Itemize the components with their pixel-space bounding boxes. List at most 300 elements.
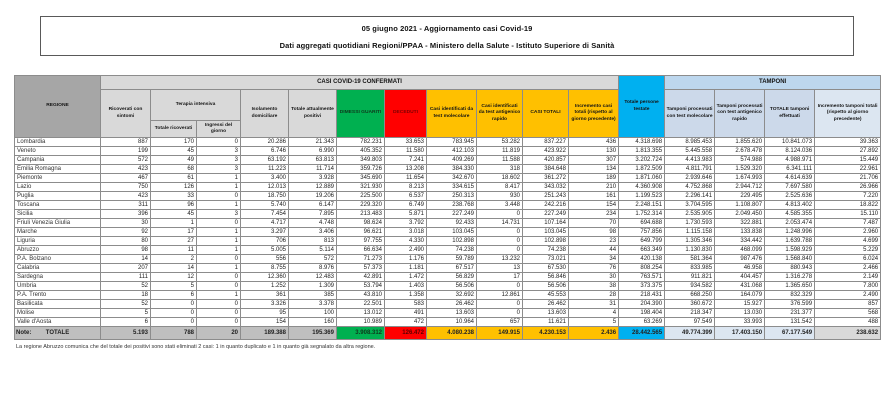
value-cell: 0 <box>197 138 241 147</box>
value-cell: 1 <box>197 291 241 300</box>
value-cell: 750 <box>101 183 151 192</box>
value-cell: 102.898 <box>427 237 477 246</box>
value-cell: 0 <box>477 300 523 309</box>
value-cell: 3 <box>197 156 241 165</box>
value-cell: 1 <box>197 246 241 255</box>
value-cell: 4.717 <box>241 219 289 228</box>
table-row <box>15 183 881 192</box>
table-row <box>15 255 881 264</box>
value-cell: 4.748 <box>289 219 337 228</box>
value-cell: 23 <box>569 237 619 246</box>
value-cell: 1.674.993 <box>715 174 765 183</box>
value-cell: 1.639.788 <box>765 237 815 246</box>
region-name: Abruzzo <box>15 246 101 255</box>
value-cell: 189 <box>569 174 619 183</box>
value-cell: 663.349 <box>619 246 665 255</box>
value-cell: 1.813.355 <box>619 147 665 156</box>
value-cell: 911.821 <box>665 273 715 282</box>
value-cell: 987.476 <box>715 255 765 264</box>
value-cell: 1.248.996 <box>765 228 815 237</box>
value-cell: 2.944.712 <box>715 183 765 192</box>
value-cell: 11.580 <box>385 147 427 156</box>
value-cell: 13.012 <box>337 309 385 318</box>
value-cell: 28 <box>569 291 619 300</box>
value-cell: 4.318.698 <box>619 138 665 147</box>
value-cell: 934.582 <box>665 282 715 291</box>
region-name: Campania <box>15 156 101 165</box>
total-value-cell: 238.632 <box>815 327 881 340</box>
value-cell: 1.871.060 <box>619 174 665 183</box>
value-cell: 6.147 <box>289 201 337 210</box>
region-name: Calabria <box>15 264 101 273</box>
region-name: Emilia Romagna <box>15 165 101 174</box>
value-cell: 887 <box>101 138 151 147</box>
table-body <box>15 138 881 340</box>
value-cell: 1.855.620 <box>715 138 765 147</box>
value-cell: 343.032 <box>523 183 569 192</box>
value-cell: 837.227 <box>523 138 569 147</box>
value-cell: 2.535.905 <box>665 210 715 219</box>
value-cell: 0 <box>197 273 241 282</box>
value-cell: 1 <box>197 264 241 273</box>
value-cell: 27.892 <box>815 147 881 156</box>
value-cell: 46.958 <box>715 264 765 273</box>
region-name: Friuli Venezia Giulia <box>15 219 101 228</box>
region-name: Sicilia <box>15 210 101 219</box>
header-band-tamponi: TAMPONI <box>665 76 881 90</box>
value-cell: 706 <box>241 237 289 246</box>
value-cell: 8.124.036 <box>765 147 815 156</box>
value-cell: 96 <box>151 201 197 210</box>
value-cell: 8.976 <box>289 264 337 273</box>
value-cell: 238.768 <box>427 201 477 210</box>
value-cell: 63.192 <box>241 156 289 165</box>
value-cell: 10.841.073 <box>765 138 815 147</box>
value-cell: 857 <box>815 300 881 309</box>
header-regione: REGIONE <box>15 76 101 138</box>
value-cell: 126 <box>151 183 197 192</box>
value-cell: 763.571 <box>619 273 665 282</box>
value-cell: 488 <box>815 318 881 327</box>
table-row <box>15 291 881 300</box>
value-cell: 12 <box>151 273 197 282</box>
value-cell: 376.599 <box>765 300 815 309</box>
value-cell: 3.326 <box>241 300 289 309</box>
value-cell: 0 <box>197 255 241 264</box>
value-cell: 321.930 <box>337 183 385 192</box>
value-cell: 31 <box>569 300 619 309</box>
value-cell: 12.889 <box>289 183 337 192</box>
value-cell: 15.927 <box>715 300 765 309</box>
total-value-cell: 4.230.153 <box>523 327 569 340</box>
value-cell: 14.731 <box>477 219 523 228</box>
value-cell: 154 <box>241 318 289 327</box>
value-cell: 318 <box>477 165 523 174</box>
value-cell: 0 <box>197 282 241 291</box>
value-cell: 11.223 <box>241 165 289 174</box>
value-cell: 161 <box>569 192 619 201</box>
value-cell: 13.232 <box>477 255 523 264</box>
value-cell: 1.115.158 <box>665 228 715 237</box>
value-cell: 0 <box>477 246 523 255</box>
value-cell: 1 <box>197 201 241 210</box>
header-ricoverati: Ricoverati con sintomi <box>101 90 151 138</box>
region-name: P.A. Trento <box>15 291 101 300</box>
value-cell: 42.891 <box>337 273 385 282</box>
value-cell: 420.138 <box>619 255 665 264</box>
value-cell: 3 <box>197 147 241 156</box>
value-cell: 97.755 <box>337 237 385 246</box>
value-cell: 13.603 <box>427 309 477 318</box>
value-cell: 349.803 <box>337 156 385 165</box>
value-cell: 229.495 <box>715 192 765 201</box>
value-cell: 17 <box>151 228 197 237</box>
value-cell: 384.330 <box>427 165 477 174</box>
value-cell: 18 <box>101 291 151 300</box>
value-cell: 404.457 <box>715 273 765 282</box>
value-cell: 33.993 <box>715 318 765 327</box>
value-cell: 199 <box>101 147 151 156</box>
header-ingressi-giorno: Ingressi del giorno <box>197 121 241 138</box>
value-cell: 5.871 <box>385 210 427 219</box>
table-row <box>15 201 881 210</box>
value-cell: 45.553 <box>523 291 569 300</box>
value-cell: 3.378 <box>289 300 337 309</box>
total-value-cell: 28.442.565 <box>619 327 665 340</box>
value-cell: 757.856 <box>619 228 665 237</box>
value-cell: 15.110 <box>815 210 881 219</box>
value-cell: 5.445.558 <box>665 147 715 156</box>
table-row <box>15 138 881 147</box>
value-cell: 67.517 <box>427 264 477 273</box>
value-cell: 218.431 <box>619 291 665 300</box>
value-cell: 2.490 <box>385 246 427 255</box>
value-cell: 1.403 <box>385 282 427 291</box>
value-cell: 2.678.478 <box>715 147 765 156</box>
value-cell: 556 <box>241 255 289 264</box>
value-cell: 6.024 <box>815 255 881 264</box>
region-name: Lombardia <box>15 138 101 147</box>
value-cell: 3.400 <box>241 174 289 183</box>
table-row <box>15 273 881 282</box>
value-cell: 242.216 <box>523 201 569 210</box>
value-cell: 0 <box>477 228 523 237</box>
header-casi-antigenico: Casi identificati da test antigenico rapido <box>477 90 523 138</box>
value-cell: 1.176 <box>385 255 427 264</box>
header-band-confirmed-cases: CASI COVID-19 CONFERMATI <box>101 76 619 90</box>
value-cell: 3.406 <box>289 228 337 237</box>
note-title: Note: <box>16 330 32 336</box>
value-cell: 3.704.595 <box>665 201 715 210</box>
value-cell: 334.442 <box>715 237 765 246</box>
header-tamponi-molecolare: Tamponi processati con test molecolare <box>665 90 715 138</box>
value-cell: 71.273 <box>337 255 385 264</box>
value-cell: 39.363 <box>815 138 881 147</box>
value-cell: 10.989 <box>337 318 385 327</box>
value-cell: 11.819 <box>477 147 523 156</box>
region-name: Piemonte <box>15 174 101 183</box>
value-cell: 1.598.929 <box>765 246 815 255</box>
value-cell: 2.466 <box>815 264 881 273</box>
header-totale-tamponi: TOTALE tamponi effettuati <box>765 90 815 138</box>
value-cell: 11.588 <box>477 156 523 165</box>
value-cell: 170 <box>151 138 197 147</box>
total-value-cell: 126.472 <box>385 327 427 340</box>
header-terapia-intensiva: Terapia intensiva <box>151 90 241 121</box>
value-cell: 8.755 <box>241 264 289 273</box>
value-cell: 38 <box>569 282 619 291</box>
value-cell: 783.945 <box>427 138 477 147</box>
value-cell: 3 <box>197 165 241 174</box>
header-persone-testate: Totale persone testate <box>619 76 665 138</box>
value-cell: 6.749 <box>385 201 427 210</box>
total-value-cell: 20 <box>197 327 241 340</box>
value-cell: 8.213 <box>385 183 427 192</box>
value-cell: 21.343 <box>289 138 337 147</box>
value-cell: 74.238 <box>427 246 477 255</box>
header-casi-totali: CASI TOTALI <box>523 90 569 138</box>
header-deceduti: DECEDUTI <box>385 90 427 138</box>
table-row <box>15 210 881 219</box>
value-cell: 22.501 <box>337 300 385 309</box>
value-cell: 45 <box>151 210 197 219</box>
value-cell: 1.358 <box>385 291 427 300</box>
value-cell: 1 <box>197 237 241 246</box>
total-value-cell: 149.915 <box>477 327 523 340</box>
value-cell: 1.108.807 <box>715 201 765 210</box>
region-name: Lazio <box>15 183 101 192</box>
total-value-cell: 67.177.549 <box>765 327 815 340</box>
value-cell: 61 <box>151 174 197 183</box>
header-incremento-casi: Incremento casi totali (rispetto al giorno precedente) <box>569 90 619 138</box>
value-cell: 5.114 <box>289 246 337 255</box>
value-cell: 76 <box>569 264 619 273</box>
value-cell: 18.750 <box>241 192 289 201</box>
value-cell: 111 <box>101 273 151 282</box>
total-label: TOTALE <box>15 327 101 340</box>
value-cell: 2.049.450 <box>715 210 765 219</box>
value-cell: 70 <box>569 219 619 228</box>
value-cell: 491 <box>385 309 427 318</box>
value-cell: 26.966 <box>815 183 881 192</box>
report-title: 05 giugno 2021 - Aggiornamento casi Covid-19 <box>361 24 533 33</box>
table-row <box>15 165 881 174</box>
value-cell: 3.202.724 <box>619 156 665 165</box>
value-cell: 19.206 <box>289 192 337 201</box>
value-cell: 96.621 <box>337 228 385 237</box>
total-value-cell: 49.774.399 <box>665 327 715 340</box>
value-cell: 45 <box>151 147 197 156</box>
value-cell: 4 <box>569 309 619 318</box>
value-cell: 2.053.474 <box>765 219 815 228</box>
value-cell: 7.697.580 <box>765 183 815 192</box>
value-cell: 5.005 <box>241 246 289 255</box>
value-cell: 0 <box>477 237 523 246</box>
value-cell: 468.099 <box>715 246 765 255</box>
value-cell: 12.861 <box>477 291 523 300</box>
value-cell: 229.320 <box>337 201 385 210</box>
value-cell: 1.730.593 <box>665 219 715 228</box>
value-cell: 880.943 <box>765 264 815 273</box>
value-cell: 5.229 <box>815 246 881 255</box>
total-value-cell: 2.436 <box>569 327 619 340</box>
value-cell: 234 <box>569 210 619 219</box>
value-cell: 322.881 <box>715 219 765 228</box>
region-name: Molise <box>15 309 101 318</box>
value-cell: 4.413.983 <box>665 156 715 165</box>
value-cell: 568 <box>815 309 881 318</box>
region-name: Puglia <box>15 192 101 201</box>
value-cell: 98 <box>569 228 619 237</box>
value-cell: 11.714 <box>289 165 337 174</box>
value-cell: 3.448 <box>477 201 523 210</box>
value-cell: 26.462 <box>523 300 569 309</box>
value-cell: 66.634 <box>337 246 385 255</box>
value-cell: 423 <box>101 192 151 201</box>
table-row <box>15 246 881 255</box>
value-cell: 33.653 <box>385 138 427 147</box>
value-cell: 13.603 <box>523 309 569 318</box>
value-cell: 57.373 <box>337 264 385 273</box>
value-cell: 131.542 <box>765 318 815 327</box>
value-cell: 6.990 <box>289 147 337 156</box>
value-cell: 4.752.868 <box>665 183 715 192</box>
value-cell: 1.316.278 <box>765 273 815 282</box>
value-cell: 56.846 <box>523 273 569 282</box>
value-cell: 1.252 <box>241 282 289 291</box>
value-cell: 833.985 <box>665 264 715 273</box>
value-cell: 423 <box>101 165 151 174</box>
value-cell: 4.585.355 <box>765 210 815 219</box>
value-cell: 4.988.971 <box>765 156 815 165</box>
table-row <box>15 147 881 156</box>
total-value-cell: 189.388 <box>241 327 289 340</box>
value-cell: 204.390 <box>619 300 665 309</box>
value-cell: 33 <box>151 192 197 201</box>
value-cell: 2 <box>151 255 197 264</box>
value-cell: 3 <box>197 210 241 219</box>
table-row <box>15 309 881 318</box>
value-cell: 63.269 <box>619 318 665 327</box>
value-cell: 0 <box>477 282 523 291</box>
header-incremento-tamponi: Incremento tamponi totali (rispetto al giorno precedente) <box>815 90 881 138</box>
value-cell: 250.313 <box>427 192 477 201</box>
value-cell: 361 <box>241 291 289 300</box>
value-cell: 251.243 <box>523 192 569 201</box>
value-cell: 207 <box>101 264 151 273</box>
table-row <box>15 156 881 165</box>
total-value-cell: 17.403.150 <box>715 327 765 340</box>
table-row <box>15 228 881 237</box>
region-name: Marche <box>15 228 101 237</box>
value-cell: 218.347 <box>665 309 715 318</box>
value-cell: 581.364 <box>665 255 715 264</box>
value-cell: 12.013 <box>241 183 289 192</box>
value-cell: 73.021 <box>523 255 569 264</box>
value-cell: 198.404 <box>619 309 665 318</box>
region-name: Toscana <box>15 201 101 210</box>
value-cell: 385 <box>289 291 337 300</box>
value-cell: 56.506 <box>523 282 569 291</box>
value-cell: 11.621 <box>523 318 569 327</box>
value-cell: 583 <box>385 300 427 309</box>
value-cell: 12.483 <box>289 273 337 282</box>
value-cell: 18.822 <box>815 201 881 210</box>
value-cell: 1.872.509 <box>619 165 665 174</box>
value-cell: 102.898 <box>523 237 569 246</box>
value-cell: 657 <box>477 318 523 327</box>
value-cell: 63.813 <box>289 156 337 165</box>
value-cell: 832.329 <box>765 291 815 300</box>
value-cell: 30 <box>569 273 619 282</box>
title-box <box>40 16 854 56</box>
value-cell: 4.330 <box>385 237 427 246</box>
value-cell: 1 <box>197 228 241 237</box>
value-cell: 210 <box>569 183 619 192</box>
value-cell: 420.857 <box>523 156 569 165</box>
value-cell: 1.305.346 <box>665 237 715 246</box>
value-cell: 133.838 <box>715 228 765 237</box>
value-cell: 59.789 <box>427 255 477 264</box>
value-cell: 7.220 <box>815 192 881 201</box>
value-cell: 30 <box>101 219 151 228</box>
value-cell: 472 <box>385 318 427 327</box>
value-cell: 98.624 <box>337 219 385 228</box>
value-cell: 22.961 <box>815 165 881 174</box>
value-cell: 431.068 <box>715 282 765 291</box>
value-cell: 7.487 <box>815 219 881 228</box>
value-cell: 53.282 <box>477 138 523 147</box>
value-cell: 10.964 <box>427 318 477 327</box>
value-cell: 227.249 <box>523 210 569 219</box>
value-cell: 4.360.908 <box>619 183 665 192</box>
value-cell: 7.454 <box>241 210 289 219</box>
value-cell: 4.699 <box>815 237 881 246</box>
value-cell: 359.726 <box>337 165 385 174</box>
total-value-cell: 195.369 <box>289 327 337 340</box>
value-cell: 1.752.314 <box>619 210 665 219</box>
value-cell: 8.417 <box>477 183 523 192</box>
value-cell: 2.296.141 <box>665 192 715 201</box>
value-cell: 2.939.646 <box>665 174 715 183</box>
value-cell: 2.490 <box>815 291 881 300</box>
value-cell: 92.433 <box>427 219 477 228</box>
value-cell: 49 <box>151 156 197 165</box>
value-cell: 11 <box>151 246 197 255</box>
value-cell: 7.241 <box>385 156 427 165</box>
table-row <box>15 237 881 246</box>
value-cell: 52 <box>101 300 151 309</box>
value-cell: 574.988 <box>715 156 765 165</box>
total-value-cell: 4.080.238 <box>427 327 477 340</box>
value-cell: 409.269 <box>427 156 477 165</box>
value-cell: 213.483 <box>337 210 385 219</box>
region-name: Liguria <box>15 237 101 246</box>
value-cell: 5 <box>569 318 619 327</box>
table-row <box>15 219 881 228</box>
value-cell: 0 <box>477 210 523 219</box>
value-cell: 17 <box>477 273 523 282</box>
value-cell: 1.309 <box>289 282 337 291</box>
table-row <box>15 174 881 183</box>
value-cell: 27 <box>151 237 197 246</box>
value-cell: 0 <box>197 219 241 228</box>
value-cell: 334.615 <box>427 183 477 192</box>
total-value-cell: 788 <box>151 327 197 340</box>
total-value-cell: 3.908.312 <box>337 327 385 340</box>
value-cell: 1.130.830 <box>665 246 715 255</box>
value-cell: 1 <box>197 174 241 183</box>
